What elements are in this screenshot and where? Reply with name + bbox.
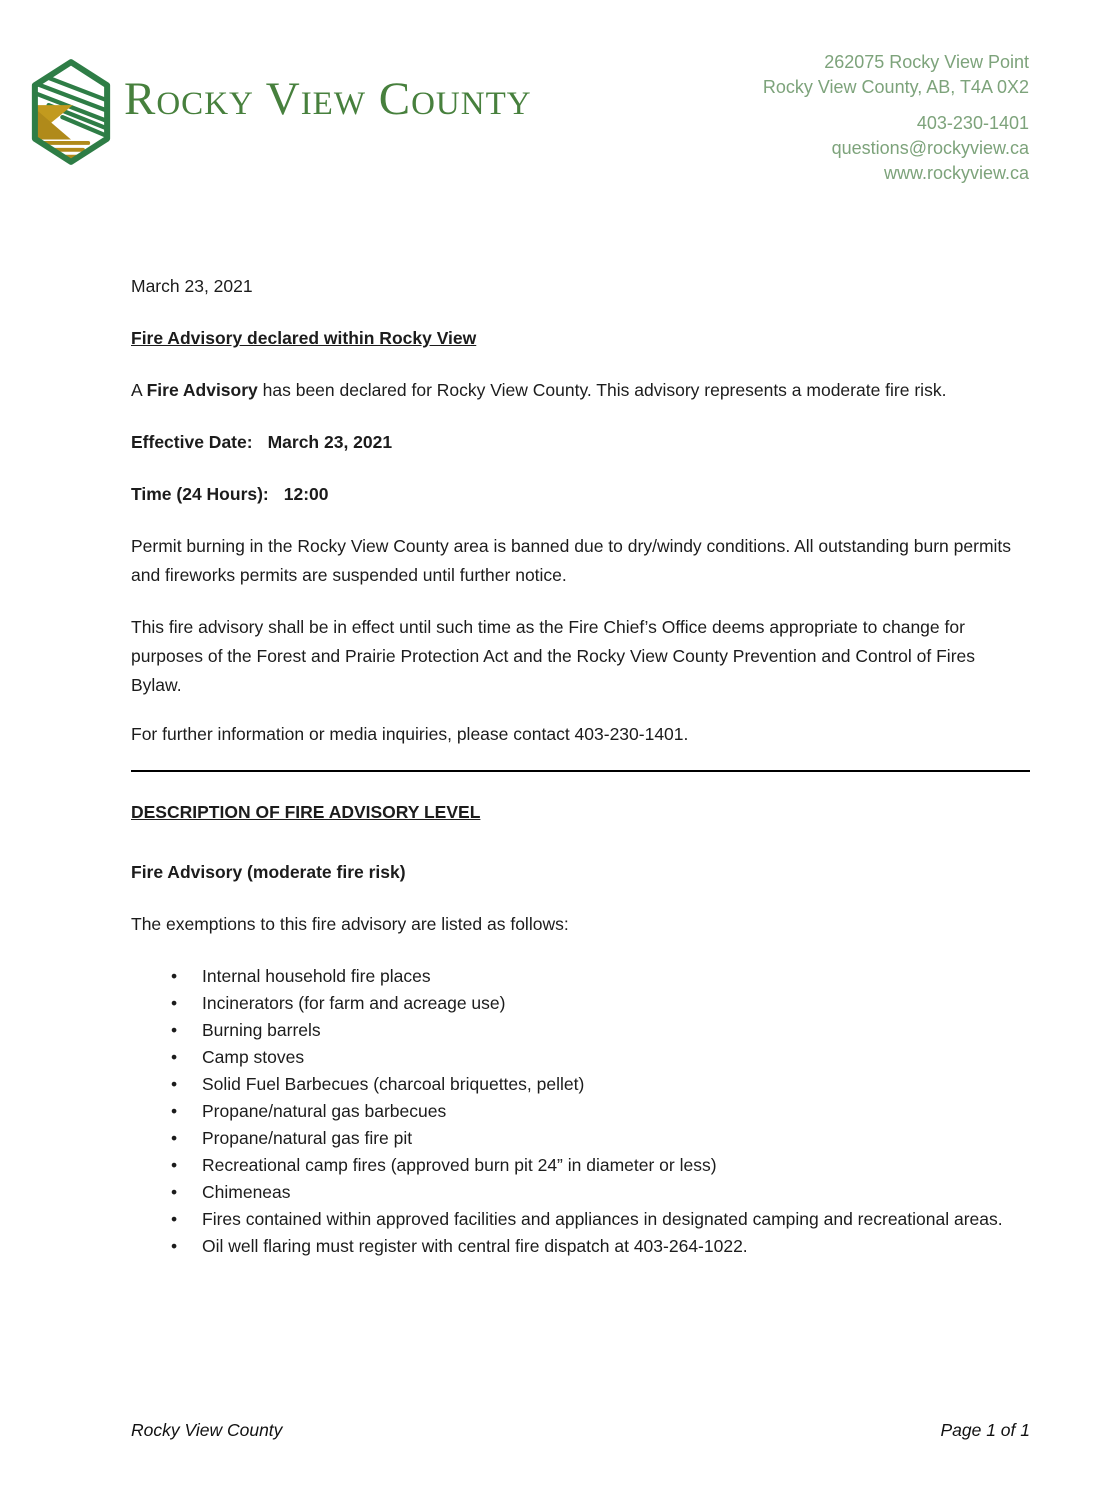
address-line-1: 262075 Rocky View Point [824, 52, 1029, 72]
letter-date: March 23, 2021 [131, 276, 253, 296]
section-heading: DESCRIPTION OF FIRE ADVISORY LEVEL [131, 802, 481, 822]
list-item: • Camp stoves [131, 1044, 1030, 1071]
phone-number: 403-230-1401 [916, 113, 1029, 133]
permit-paragraph: Permit burning in the Rocky View County area is banned due to dry/windy conditions. All outstanding burn permits and fireworks permits are suspended until further notice. [131, 536, 1012, 585]
exemptions-list [131, 963, 1030, 1260]
email-address: questions@rockyview.ca [831, 138, 1029, 158]
letter-title-text: Fire Advisory declared within Rocky View [131, 328, 477, 348]
effective-date-line [131, 428, 1030, 457]
intro-prefix: A [131, 380, 147, 400]
list-item: • Burning barrels [131, 1017, 1030, 1044]
effective-date-value: March 23, 2021 [267, 432, 393, 452]
time-line [131, 480, 1030, 509]
intro-suffix: has been declared for Rocky View County. This advisory represents a moderate fire risk. [257, 380, 947, 400]
list-item: • Recreational camp fires (approved burn pit 24” in diameter or less) [131, 1152, 1030, 1179]
time-value: 12:00 [283, 484, 329, 504]
list-item: • Chimeneas [131, 1179, 1030, 1206]
subsection-heading: Fire Advisory (moderate fire risk) [131, 862, 406, 882]
effective-date-label: Effective Date: [131, 432, 253, 452]
letter-body [131, 0, 1030, 1260]
page-footer [131, 1420, 1030, 1441]
intro-bold-phrase: Fire Advisory [146, 380, 258, 400]
logo-wordmark: Rocky View County [124, 73, 532, 125]
footer-page-number: Page 1 of 1 [940, 1420, 1030, 1440]
exemptions-intro: The exemptions to this fire advisory are listed as follows: [131, 914, 569, 934]
list-item: • Incinerators (for farm and acreage use) [131, 990, 1030, 1017]
website-url: www.rockyview.ca [883, 163, 1029, 183]
list-item: • Fires contained within approved facilities and appliances in designated camping and recreational areas. [131, 1206, 1030, 1233]
intro-paragraph [131, 376, 1030, 405]
address-line-2: Rocky View County, AB, T4A 0X2 [762, 77, 1029, 97]
list-item: • Internal household fire places [131, 963, 1030, 990]
list-item: • Propane/natural gas barbecues [131, 1098, 1030, 1125]
rocky-view-county-logo-icon [28, 56, 114, 168]
footer-org-name: Rocky View County [131, 1420, 283, 1440]
letter-title [131, 324, 1030, 353]
list-item: • Oil well flaring must register with central fire dispatch at 403-264-1022. [131, 1233, 1030, 1260]
section-heading-row [131, 798, 1030, 827]
section-divider [131, 770, 1030, 772]
contact-paragraph: For further information or media inquiries, please contact 403-230-1401. [131, 724, 689, 744]
effect-paragraph: This fire advisory shall be in effect until such time as the Fire Chief’s Office deems appropriate to change for purposes of the Forest and Prairie Protection Act and the Rocky View County Prevention and Control of Fires Bylaw. [131, 617, 976, 695]
list-item: • Solid Fuel Barbecues (charcoal briquettes, pellet) [131, 1071, 1030, 1098]
time-label: Time (24 Hours): [131, 484, 269, 504]
list-item: • Propane/natural gas fire pit [131, 1125, 1030, 1152]
